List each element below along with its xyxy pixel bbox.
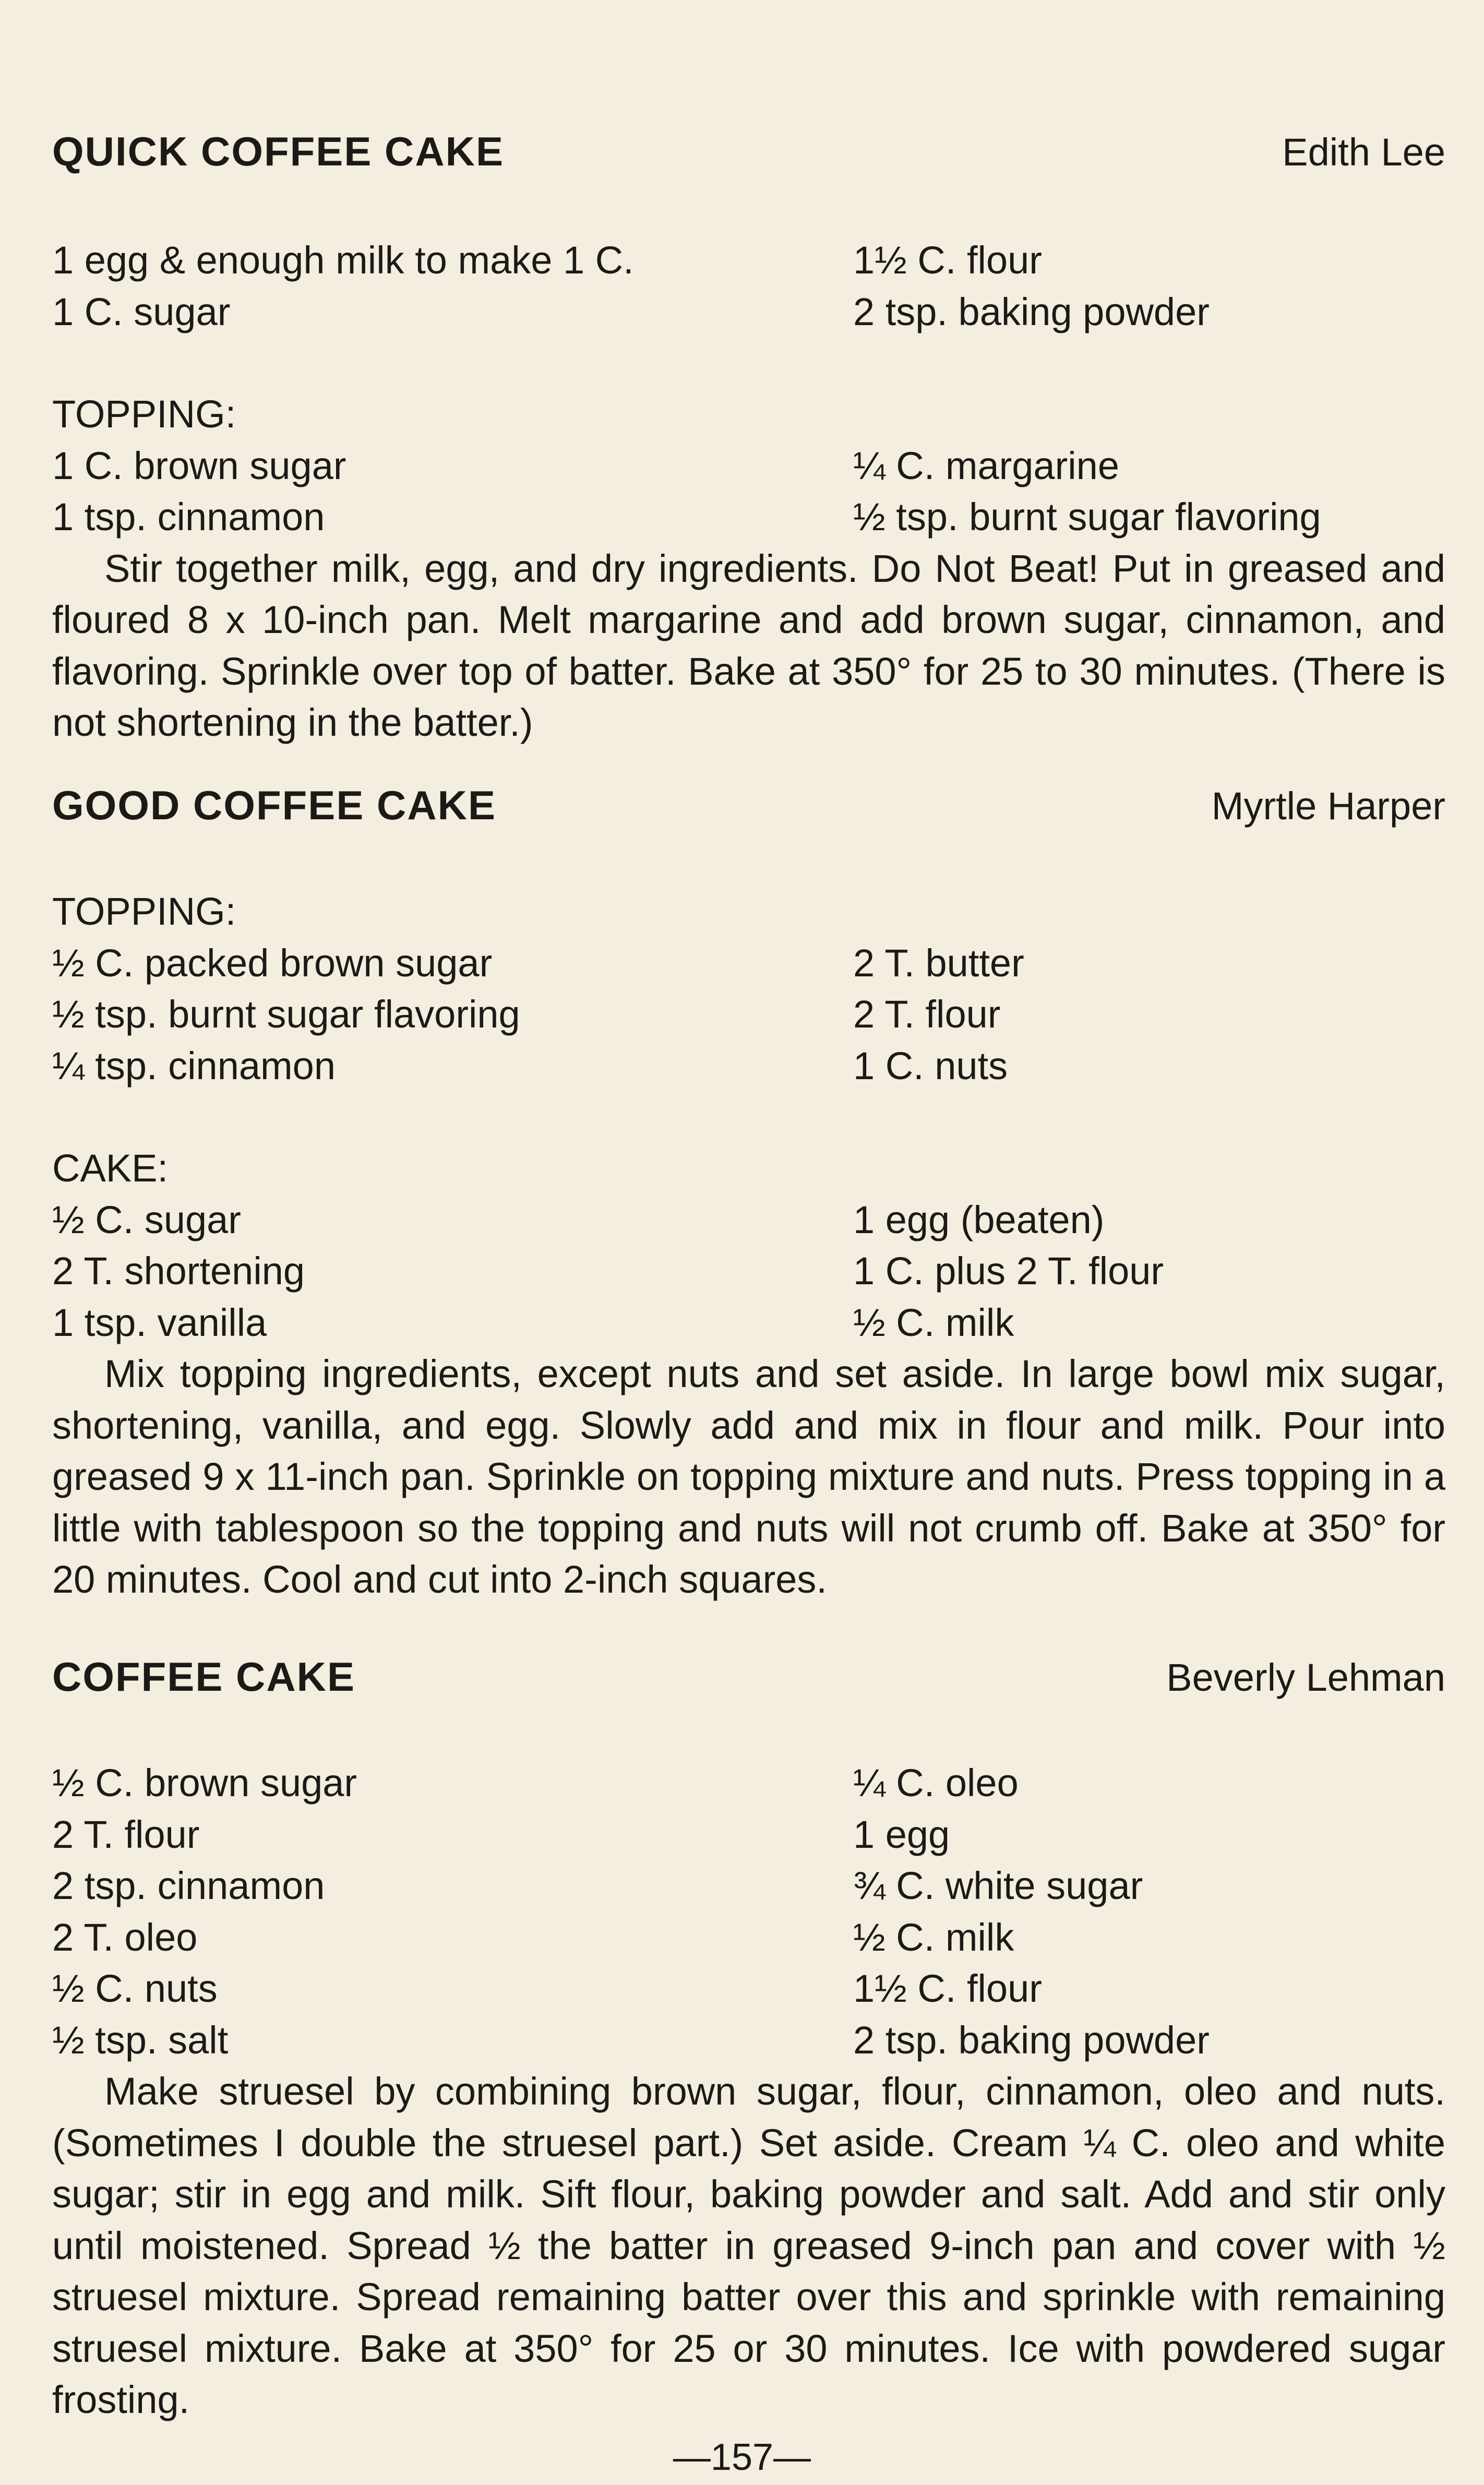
ingredient-row [52, 2015, 1445, 2066]
ingredient: 1 egg (beaten) [853, 1198, 1105, 1241]
ingredient: ¼ C. oleo [853, 1761, 1019, 1805]
ingredient: 2 tsp. baking powder [853, 290, 1210, 333]
ingredient: 1 C. sugar [52, 290, 231, 333]
ingredient: 1 tsp. vanilla [52, 1300, 267, 1344]
ingredient-row [52, 286, 1445, 338]
topping-label: TOPPING: [52, 890, 236, 933]
ingredient: 1½ C. flour [853, 1967, 1042, 2010]
ingredient: 2 T. flour [52, 1812, 200, 1856]
ingredient: 1 C. plus 2 T. flour [853, 1249, 1164, 1293]
ingredient: 2 T. flour [853, 993, 1001, 1036]
ingredient: ¾ C. white sugar [853, 1864, 1143, 1907]
recipe-coffee-cake [52, 1653, 1445, 2426]
ingredient: ½ tsp. burnt sugar flavoring [853, 495, 1321, 539]
ingredient: 1 C. brown sugar [52, 444, 346, 487]
recipe-directions: Mix topping ingredients, except nuts and set aside. In large bowl mix sugar, shortening, vanilla, and egg. Slowly add and mix in flour and milk. Pour into greased 9 x 11-inch pan. Sprinkle on topping mixture and nuts. Press topping in a little with tablespoon so the topping and nuts will not crumb off. Bake at 350° for 20 minutes. Cool and cut into 2-inch squares. [52, 1352, 1445, 1601]
ingredient-row [52, 1194, 1445, 1246]
ingredient: 1 egg [853, 1812, 950, 1856]
ingredient-row [52, 1860, 1445, 1912]
recipe-directions: Stir together milk, egg, and dry ingredients. Do Not Beat! Put in greased and floured 8 x 10-inch pan. Melt margarine and add brown sugar, cinnamon, and flavoring. Sprinkle over top of batter. Bake at 350° for 25 to 30 minutes. (There is not shortening in the batter.) [52, 546, 1445, 744]
cake-label: CAKE: [52, 1146, 169, 1190]
ingredient: 2 tsp. baking powder [853, 2018, 1210, 2062]
recipe-header [52, 128, 1445, 185]
ingredient-row [52, 989, 1445, 1041]
topping-label: TOPPING: [52, 392, 236, 436]
ingredient-row [52, 1297, 1445, 1349]
recipe-author: Beverly Lehman [1166, 1656, 1445, 1699]
ingredient-row [52, 1758, 1445, 1809]
recipe-author: Myrtle Harper [1211, 784, 1445, 828]
ingredient-row [52, 440, 1445, 492]
ingredient-row [52, 1041, 1445, 1092]
ingredient: 2 tsp. cinnamon [52, 1864, 325, 1907]
ingredient-row [52, 235, 1445, 286]
recipe-author: Edith Lee [1282, 130, 1445, 174]
ingredient: ½ C. milk [853, 1915, 1014, 1959]
ingredient: ½ C. sugar [52, 1198, 241, 1241]
ingredient: ¼ tsp. cinnamon [52, 1044, 336, 1088]
ingredient: 1 egg & enough milk to make 1 C. [52, 238, 634, 282]
ingredient: 2 T. shortening [52, 1249, 305, 1293]
ingredient: 2 T. oleo [52, 1915, 198, 1959]
ingredient-row [52, 1809, 1445, 1861]
ingredient: ½ tsp. salt [52, 2018, 229, 2062]
ingredient: 2 T. butter [853, 941, 1024, 985]
ingredient-row [52, 492, 1445, 543]
ingredient: ½ C. milk [853, 1300, 1014, 1344]
ingredient: ½ tsp. burnt sugar flavoring [52, 993, 520, 1036]
ingredient: 1 C. nuts [853, 1044, 1008, 1088]
recipe-title: GOOD COFFEE CAKE [52, 782, 497, 828]
ingredient-row [52, 1963, 1445, 2015]
recipe-header [52, 782, 1445, 839]
ingredient: ¼ C. margarine [853, 444, 1119, 487]
recipe-title: COFFEE CAKE [52, 1654, 356, 1700]
recipe-good-coffee-cake [52, 782, 1445, 1606]
ingredient: 1 tsp. cinnamon [52, 495, 325, 539]
recipe-quick-coffee-cake [52, 128, 1445, 749]
ingredient-row [52, 1912, 1445, 1964]
ingredient-row [52, 938, 1445, 989]
ingredient: ½ C. nuts [52, 1967, 218, 2010]
ingredient-row [52, 1246, 1445, 1297]
recipe-title: QUICK COFFEE CAKE [52, 128, 505, 174]
recipe-directions: Make struesel by combining brown sugar, flour, cinnamon, oleo and nuts. (Sometimes I double the struesel part.) Set aside. Cream ¼ C. oleo and white sugar; stir in egg and milk. Sift flour, baking powder and salt. Add and stir only until moistened. Spread ½ the batter in greased 9-inch pan and cover with ½ struesel mixture. Spread remaining batter over this and sprinkle with remaining struesel mixture. Bake at 350° for 25 or 30 minutes. Ice with powdered sugar frosting. [52, 2070, 1445, 2421]
page-number: —157— [673, 2436, 811, 2478]
ingredient: 1½ C. flour [853, 238, 1042, 282]
ingredient: ½ C. packed brown sugar [52, 941, 493, 985]
recipe-header [52, 1653, 1445, 1711]
ingredient: ½ C. brown sugar [52, 1761, 357, 1805]
